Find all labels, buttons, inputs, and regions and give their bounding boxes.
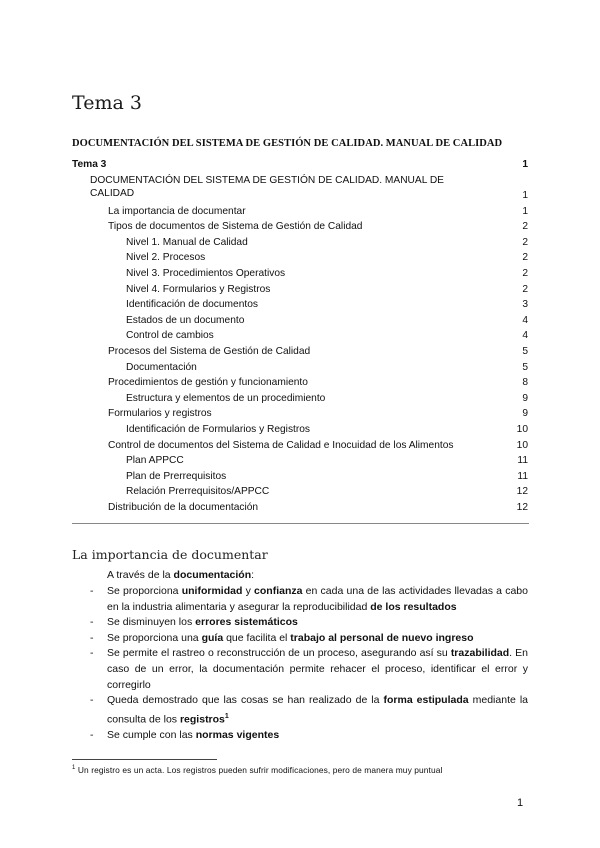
toc-entry[interactable] bbox=[72, 157, 528, 173]
toc-entry[interactable] bbox=[72, 406, 528, 422]
bullet-marker: - bbox=[90, 694, 94, 707]
toc-entry[interactable] bbox=[72, 438, 528, 454]
text-run: . En caso de un error, la documentación permite rehacer el proceso, identificar el error y corregirlo bbox=[107, 647, 528, 691]
toc-entry-label: Estados de un documento bbox=[126, 314, 245, 326]
toc-entry-page: 2 bbox=[522, 267, 528, 279]
toc-entry-label: Nivel 4. Formularios y Registros bbox=[126, 283, 271, 295]
bullet-marker: - bbox=[90, 728, 94, 741]
toc-entry-label: Identificación de documentos bbox=[126, 299, 258, 311]
emphasis-text: normas vigentes bbox=[195, 728, 280, 741]
text-run: en cada una de las actividades llevadas a cabo en la industria alimentaria y asegurar la reproducibilidad bbox=[107, 585, 528, 613]
toc-entry[interactable] bbox=[72, 235, 528, 251]
toc-entry[interactable] bbox=[72, 422, 528, 438]
emphasis-text: trazabilidad bbox=[450, 647, 510, 660]
text-run: Se cumple con las bbox=[107, 728, 196, 741]
list-item bbox=[90, 728, 528, 744]
emphasis-text: confianza bbox=[254, 585, 303, 597]
toc-entry[interactable] bbox=[72, 391, 528, 407]
text-run: Se permite el rastreo o reconstrucción de un proceso, asegurando así su bbox=[107, 647, 451, 660]
toc-entry[interactable] bbox=[72, 500, 528, 516]
toc-entry[interactable] bbox=[72, 453, 528, 469]
table-of-contents bbox=[72, 157, 528, 515]
footnote-divider bbox=[72, 759, 217, 760]
toc-entry-page: 2 bbox=[522, 252, 528, 264]
toc-entry[interactable] bbox=[72, 266, 528, 282]
toc-entry[interactable] bbox=[72, 173, 528, 204]
toc-entry-page: 10 bbox=[516, 423, 528, 435]
toc-entry-page: 10 bbox=[516, 439, 528, 451]
section-heading: La importancia de documentar bbox=[72, 547, 268, 562]
toc-entry[interactable] bbox=[72, 360, 528, 376]
toc-entry-page: 5 bbox=[522, 361, 528, 373]
toc-entry-page: 11 bbox=[517, 455, 528, 467]
text-run: : bbox=[251, 569, 255, 581]
toc-entry-label: Plan de Prerrequisitos bbox=[126, 470, 227, 482]
toc-entry-label: Control de cambios bbox=[126, 330, 214, 342]
toc-entry[interactable] bbox=[72, 344, 528, 360]
text-run: Se proporciona bbox=[107, 585, 182, 597]
toc-entry-page: 9 bbox=[522, 392, 528, 404]
toc-divider bbox=[72, 523, 529, 524]
toc-entry-label: Formularios y registros bbox=[108, 408, 212, 420]
text-run: Se proporciona una bbox=[107, 631, 202, 644]
toc-entry-page: 2 bbox=[522, 221, 528, 233]
toc-entry-page: 8 bbox=[522, 377, 528, 389]
list-item bbox=[90, 693, 528, 728]
toc-entry-label: Plan APPCC bbox=[126, 455, 184, 467]
bullet-marker: - bbox=[90, 585, 94, 597]
text-run: Se disminuyen los bbox=[107, 616, 196, 629]
list-item bbox=[90, 646, 528, 693]
toc-entry-label: Distribución de la documentación bbox=[108, 501, 259, 513]
document-heading: DOCUMENTACIÓN DEL SISTEMA DE GESTIÓN DE CALIDAD. MANUAL DE CALIDAD bbox=[72, 138, 503, 149]
toc-entry-label: La importancia de documentar bbox=[108, 205, 246, 217]
footnote bbox=[72, 765, 442, 775]
toc-entry[interactable] bbox=[72, 484, 528, 500]
footnote-text: Un registro es un acta. Los registros pueden sufrir modificaciones, pero de manera muy puntual bbox=[75, 765, 443, 775]
emphasis-text: documentación bbox=[173, 569, 252, 581]
text-run: que facilita el bbox=[223, 631, 291, 644]
toc-entry-page: 2 bbox=[522, 236, 528, 248]
toc-entry-label: Nivel 2. Procesos bbox=[126, 252, 206, 264]
bullet-list bbox=[90, 584, 528, 743]
list-item bbox=[90, 584, 528, 615]
toc-entry-label: Tipos de documentos de Sistema de Gestión de Calidad bbox=[108, 221, 363, 233]
toc-entry-page: 11 bbox=[517, 470, 528, 482]
emphasis-text: trabajo al personal de nuevo ingreso bbox=[290, 631, 474, 644]
emphasis-text: de los resultados bbox=[370, 600, 457, 613]
toc-entry-page: 1 bbox=[522, 189, 528, 201]
toc-entry-page: 12 bbox=[516, 501, 528, 513]
emphasis-text: registros bbox=[179, 713, 225, 726]
toc-entry-label: DOCUMENTACIÓN DEL SISTEMA DE GESTIÓN DE CALIDAD. MANUAL DE CALIDAD bbox=[90, 174, 444, 199]
bullet-marker: - bbox=[90, 631, 94, 644]
toc-entry[interactable] bbox=[72, 297, 528, 313]
text-run: Queda demostrado que las cosas se han realizado de la bbox=[107, 694, 384, 707]
toc-entry[interactable] bbox=[72, 219, 528, 235]
toc-entry-label: Nivel 3. Procedimientos Operativos bbox=[126, 267, 286, 279]
toc-entry[interactable] bbox=[72, 250, 528, 266]
toc-entry[interactable] bbox=[72, 375, 528, 391]
text-run: y bbox=[242, 585, 255, 597]
toc-entry-page: 2 bbox=[522, 283, 528, 295]
toc-entry[interactable] bbox=[72, 469, 528, 485]
emphasis-text: errores sistemáticos bbox=[195, 616, 298, 629]
toc-entry-label: Tema 3 bbox=[72, 159, 107, 170]
footnote-reference: 1 bbox=[224, 712, 229, 720]
toc-entry-page: 9 bbox=[522, 408, 528, 420]
toc-entry-label: Documentación bbox=[126, 361, 197, 373]
bullet-marker: - bbox=[90, 647, 94, 660]
toc-entry-page: 1 bbox=[522, 205, 528, 217]
intro-line bbox=[107, 569, 254, 581]
toc-entry[interactable] bbox=[72, 328, 528, 344]
page-number: 1 bbox=[517, 797, 524, 809]
footnote-marker: 1 bbox=[72, 765, 76, 772]
toc-entry-label: Estructura y elementos de un procedimiento bbox=[126, 392, 326, 404]
text-run: A través de la bbox=[107, 569, 174, 581]
emphasis-text: guía bbox=[201, 631, 224, 644]
toc-entry[interactable] bbox=[72, 204, 528, 220]
toc-entry-label: Identificación de Formularios y Registros bbox=[126, 423, 311, 435]
text-run: mediante la consulta de los bbox=[107, 694, 529, 726]
list-item bbox=[90, 631, 528, 647]
toc-entry-page: 1 bbox=[522, 159, 528, 170]
toc-entry-page: 3 bbox=[522, 299, 528, 311]
toc-entry-label: Procedimientos de gestión y funcionamiento bbox=[108, 377, 308, 389]
toc-entry-label: Control de documentos del Sistema de Calidad e Inocuidad de los Alimentos bbox=[108, 439, 454, 451]
toc-entry-label: Relación Prerrequisitos/APPCC bbox=[126, 486, 270, 498]
emphasis-text: forma estipulada bbox=[383, 694, 469, 707]
toc-entry[interactable] bbox=[72, 313, 528, 329]
toc-entry-page: 4 bbox=[522, 330, 528, 342]
toc-entry-page: 5 bbox=[522, 345, 528, 357]
list-item bbox=[90, 615, 528, 631]
toc-entry[interactable] bbox=[72, 282, 528, 298]
page-title: Tema 3 bbox=[72, 92, 142, 114]
toc-entry-page: 4 bbox=[522, 314, 528, 326]
toc-entry-page: 12 bbox=[516, 486, 528, 498]
emphasis-text: uniformidad bbox=[181, 585, 243, 597]
toc-entry-label: Nivel 1. Manual de Calidad bbox=[126, 236, 248, 248]
bullet-marker: - bbox=[90, 616, 94, 629]
toc-entry-label: Procesos del Sistema de Gestión de Calidad bbox=[108, 345, 311, 357]
